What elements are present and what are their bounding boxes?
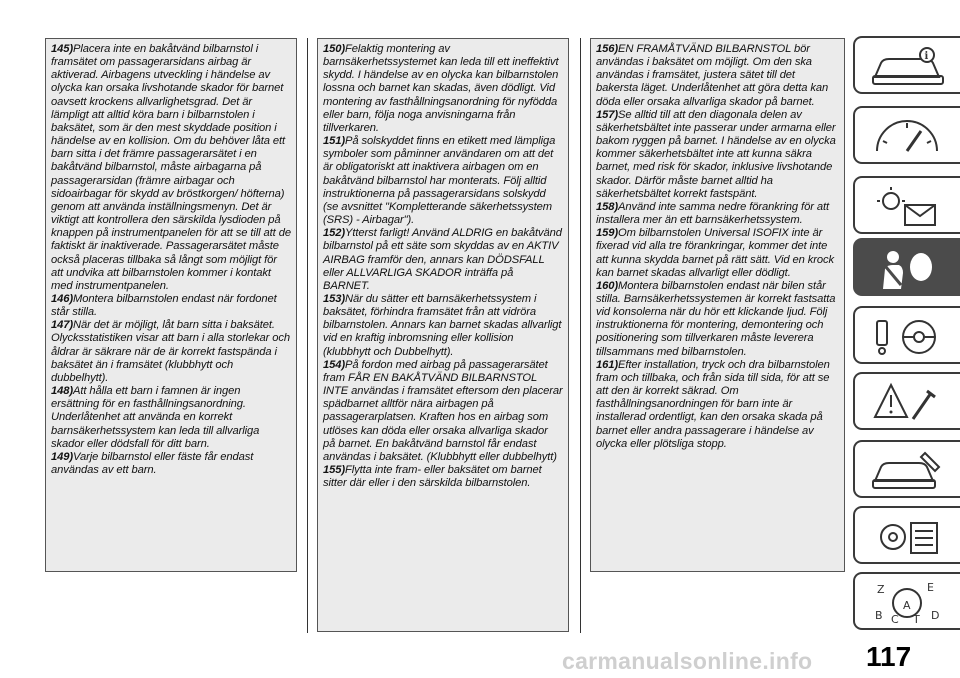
warning-number: 147) — [51, 319, 73, 332]
tab-driving-controls[interactable] — [853, 306, 960, 364]
warning-item — [596, 227, 839, 280]
warning-item — [323, 464, 563, 490]
warning-item — [596, 43, 839, 109]
warning-number: 152) — [323, 227, 345, 240]
warning-text: Använd inte samma nedre förankring för att installera mer än ett barnsäkerhetssystem. — [596, 200, 829, 227]
dashboard-lights-icon — [869, 113, 949, 161]
warning-item — [51, 43, 291, 293]
breakdown-warning-icon — [869, 379, 949, 427]
warning-text: Montera bilbarnstolen endast när fordonet står stilla. — [51, 292, 277, 319]
warning-number: 156) — [596, 43, 618, 55]
warning-item — [323, 227, 563, 293]
warning-item — [323, 43, 563, 135]
warning-column-2 — [317, 38, 569, 632]
warning-number: 145) — [51, 43, 73, 55]
warning-number: 157) — [596, 108, 618, 121]
maintenance-car-icon — [869, 447, 949, 495]
tab-technical-data[interactable] — [853, 506, 960, 564]
warning-number: 158) — [596, 200, 618, 213]
warning-number: 146) — [51, 292, 73, 305]
alphabetical-index-icon — [869, 579, 949, 627]
index-letter: Z — [877, 583, 885, 596]
index-letter: D — [931, 609, 940, 622]
warning-text: På solskyddet finns en etikett med lämpliga symboler som påminner användaren om att det är obligatoriskt att inaktivera airbagen om en bakåtvänd bilbarnstol har monterats. Följ alltid instruktionerna på passagerarsidans solskydd (se avsnittet "Kompletterande säkerhetssystem (SRS) - Airbagar"). — [323, 135, 556, 227]
warning-number: 154) — [323, 358, 345, 371]
technical-data-icon — [869, 513, 949, 561]
tab-alphabetical-index[interactable] — [853, 572, 960, 630]
tab-breakdown[interactable] — [853, 372, 960, 430]
warning-text: Ytterst farligt! Använd ALDRIG en bakåtvänd bilbarnstol på ett säte som skyddas av en AKTIV AIRBAG framför den, annars kan DÖDSFALL eller ALLVARLIGA SKADOR inträffa på BARNET. — [323, 227, 562, 292]
warning-text: På fordon med airbag på passagerarsätet fram FÅR EN BAKÅTVÄND BILBARNSTOL INTE användas i framsätet eftersom den placerar spädbarnet alltför nära airbagen på passagerarplatsen. Kraften hos en airbag som utlöses kan döda eller orsaka allvarliga skador på barnet. En bakåtvänd barnstol får endast användas i baksätet. (Klubbhytt eller dubbelhytt) — [323, 358, 563, 463]
watermark: carmanualsonline.info — [562, 648, 813, 674]
index-letter: A — [903, 599, 911, 612]
seatbelt-airbag-icon — [869, 245, 949, 293]
warning-text: När du sätter ett barnsäkerhetssystem i baksätet, förhindra framsätet från att vidröra bilbarnstolen. Annars kan barnet skadas allvarligt vid en kraftig inbromsning eller kollision (klubbhytt och Dubbelhytt). — [323, 292, 562, 358]
warning-item — [51, 451, 291, 477]
warning-text: Varje bilbarnstol eller fäste får endast användas av ett barn. — [51, 450, 254, 476]
warning-item — [323, 359, 563, 464]
warning-number: 149) — [51, 450, 73, 463]
index-letter: E — [927, 581, 934, 594]
warning-item — [51, 319, 291, 385]
warning-number: 159) — [596, 227, 618, 240]
warning-text: Placera inte en bakåtvänd bilbarnstol i framsätet om passagerarsidans airbag är aktiverad. Airbagens utveckling i händelse av olycka kan orsaka livshotande skador för barnet oavsett krockens allvarlighetsgrad. Det är lämpligt att alltid köra barn i bilbarnstolen i baksätet, som är den mest skyddade position i händelse av en kollision. Om du behöver låta ett barn sitta i det främre passagerarsätet i en bakåtvänd bilbarnstol, måste airbagarna på passagerarsidan (främre airbagar och sidoairbagar för skydd av bröstkorgen/ höfterna) genom att använda inställningsmenyn. Det är viktigt att kontrollera den särskilda lysdioden på knappen på instrumentpanelen för att se till att de faktiskt är inaktiverade. Passagerarsätet måste också placeras tillbaka så långt som möjligt för att undvika att bilbarnstolen kommer i kontakt med instrumentpanelen. — [51, 43, 291, 292]
warning-item — [596, 201, 839, 227]
warning-item — [323, 293, 563, 359]
svg-text:i: i — [924, 51, 929, 62]
tab-dashboard-lights-2[interactable] — [853, 176, 960, 234]
warning-text: Montera bilbarnstolen endast när bilen står stilla. Barnsäkerhetssystemen är korrekt fastsatta vid konsolerna när du hör ett klickande ljud. Följ instruktionerna för montering, demontering och positionering som tillverkaren måste leverera tillsammans med bilbarnstolen. — [596, 279, 836, 358]
car-info-icon — [869, 43, 949, 91]
tab-dashboard-lights[interactable] — [853, 106, 960, 164]
warning-item — [596, 359, 839, 451]
index-letter: B — [875, 609, 883, 622]
warning-number: 150) — [323, 43, 345, 55]
tab-maintenance[interactable] — [853, 440, 960, 498]
warning-item — [51, 385, 291, 451]
index-letter: C — [891, 613, 899, 626]
warning-text: EN FRAMÅTVÄND BILBARNSTOL bör användas i baksätet om möjligt. Om den ska användas i framsätet, justera sätet till det bakersta läget. Underlåtenhet att göra detta kan döda eller orsaka allvarliga skador på barnet. — [596, 43, 829, 108]
column-divider — [307, 38, 308, 633]
index-letter: T — [913, 613, 920, 626]
tab-seatbelt-airbag[interactable] — [853, 238, 960, 296]
warning-text: Flytta inte fram- eller baksätet om barnet sitter där eller i den särskilda bilbarnstolen. — [323, 464, 542, 490]
warning-number: 161) — [596, 358, 618, 371]
warning-text: När det är möjligt, låt barn sitta i baksätet. Olycksstatistiken visar att barn i alla storlekar och åldrar är säkrare när de är korrekt fastspända i baksätet än i framsätet (klubbhytt och dubbelhytt). — [51, 319, 291, 384]
warning-text: Se alltid till att den diagonala delen av säkerhetsbältet inte passerar under armarna eller bakom ryggen på barnet. I händelse av en olycka kommer säkerhetsbältet inte att kunna säkra barnet, med risk för skador, inklusive livshotande skador. Därför måste barnet alltid ha säkerhetsbältet korrekt fastspänt. — [596, 108, 836, 200]
tab-car-info[interactable] — [853, 36, 960, 94]
warning-text: Efter installation, tryck och dra bilbarnstolen fram och tillbaka, och från sida till sida, för att se att den är korrekt säkrad. Om fasthållningsanordningen för barn inte är installerad ordentligt, kan den orsaka skada på barnet eller andra passagerare i händelse av olycka eller plötsliga stopp. — [596, 358, 830, 450]
dashboard-lights-icon — [869, 183, 949, 231]
warning-number: 155) — [323, 464, 345, 476]
driving-controls-icon — [869, 313, 949, 361]
warning-item — [596, 280, 839, 359]
warning-text: Att hålla ett barn i famnen är ingen ersättning för en fasthållningsanordning. Underlåtenhet att använda en korrekt barnsäkerhetssystem kan leda till allvarliga skador eller dödsfall för ditt barn. — [51, 385, 260, 450]
column-divider — [580, 38, 581, 633]
warning-number: 151) — [323, 135, 345, 148]
warning-column-1 — [45, 38, 297, 572]
warning-number: 160) — [596, 279, 618, 292]
warning-item — [51, 293, 291, 319]
page-number: 117 — [866, 641, 912, 672]
warning-number: 148) — [51, 385, 73, 398]
warning-item — [323, 135, 563, 227]
warning-item — [596, 109, 839, 201]
warning-text: Om bilbarnstolen Universal ISOFIX inte är fixerad vid alla tre förankringar, kommer det inte att kunna skydda barnet på rätt sätt. Vid en krock kan barnet skadas allvarligt eller dödligt. — [596, 227, 834, 279]
warning-text: Felaktig montering av barnsäkerhetssystemet kan leda till ett ineffektivt skydd. I händelse av en olycka kan bilbarnstolen lossna och barnet kan skadas, även dödligt. Vid montering av fasthållningsanordning för nyfödda eller barn, följa noga anvisningarna från tillverkaren. — [323, 43, 559, 134]
warning-number: 153) — [323, 292, 345, 305]
warning-column-3 — [590, 38, 845, 572]
